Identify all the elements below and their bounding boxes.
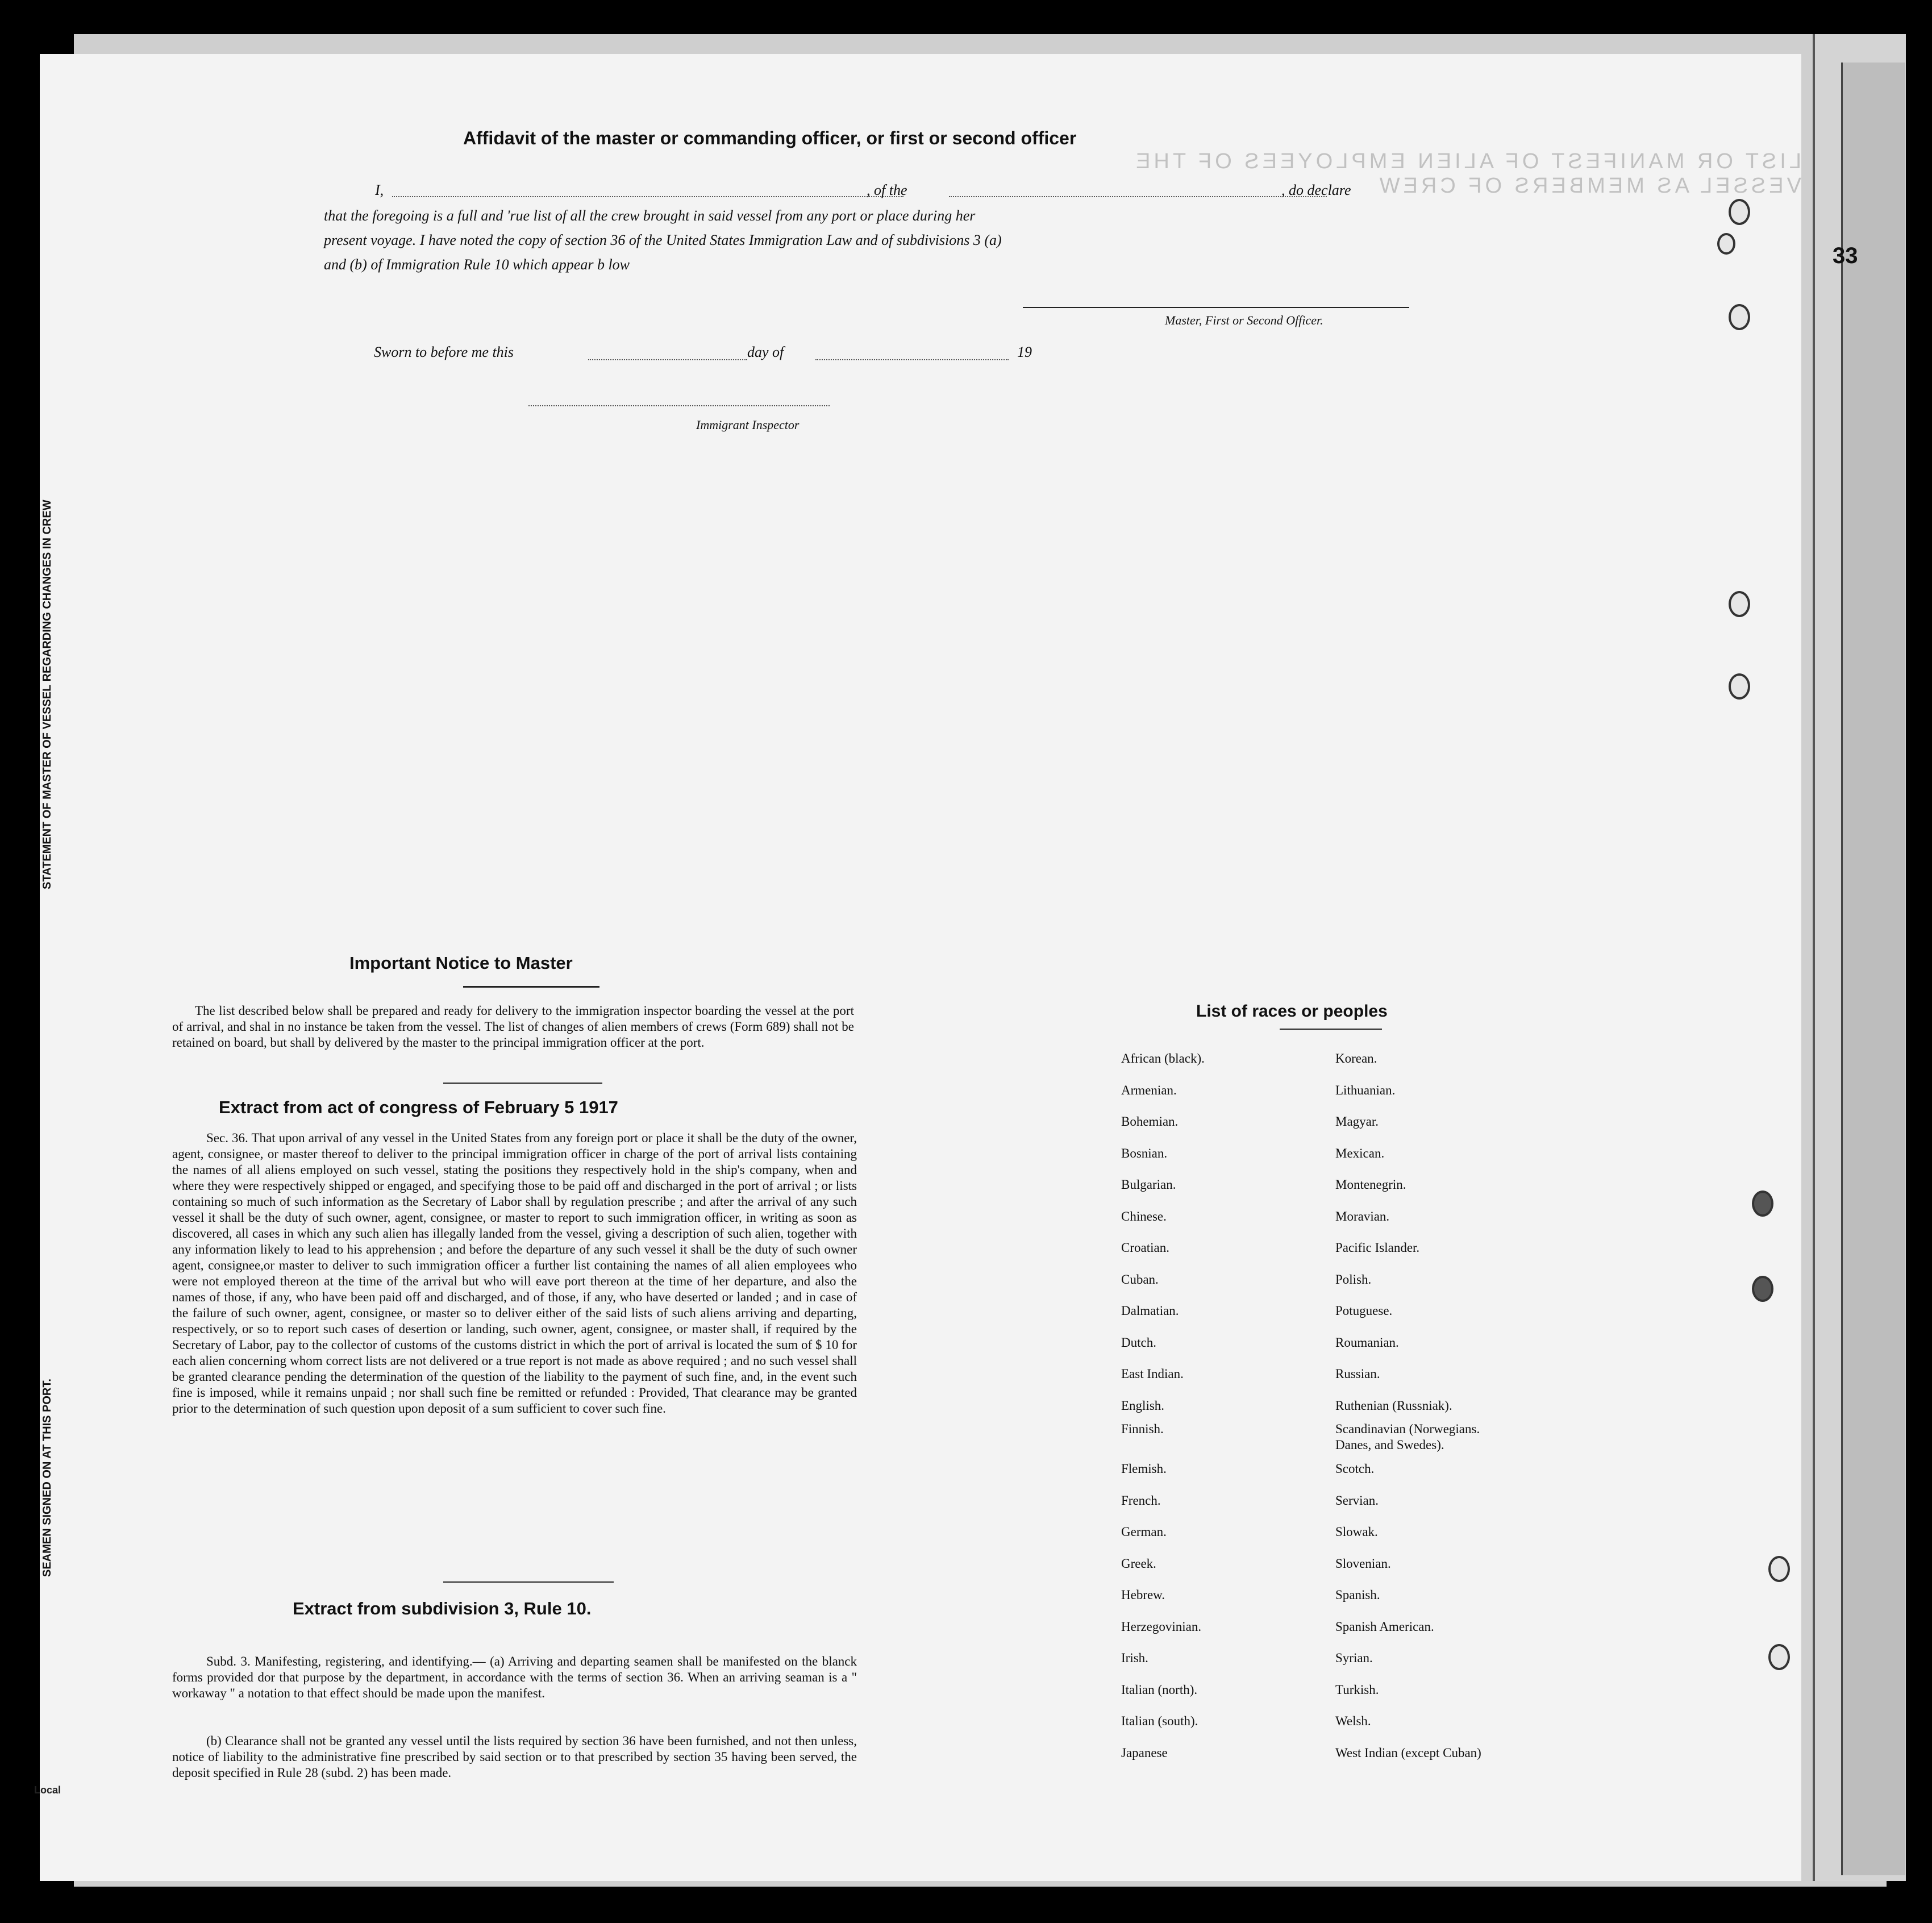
- race-item: Spanish.: [1335, 1588, 1380, 1602]
- left-margin-vertical-top: STATEMENT OF MASTER OF VESSEL REGARDING CHANGES IN CREW: [41, 500, 53, 889]
- section-divider-2: [443, 1581, 614, 1583]
- race-item: Finnish.: [1121, 1422, 1164, 1436]
- race-item: Irish.: [1121, 1651, 1148, 1665]
- race-item: Korean.: [1335, 1051, 1377, 1065]
- race-item: Potuguese.: [1335, 1304, 1393, 1318]
- races-left-column: [1121, 1043, 1205, 1768]
- race-item: [1121, 1437, 1205, 1453]
- extract-rule-title: Extract from subdivision 3, Rule 10.: [293, 1599, 592, 1618]
- race-item: Polish.: [1335, 1272, 1372, 1287]
- sworn-day-of: day of: [747, 344, 784, 360]
- race-item: Italian (north).: [1121, 1682, 1198, 1697]
- race-item: Turkish.: [1335, 1682, 1379, 1697]
- race-item: East Indian.: [1121, 1367, 1184, 1381]
- bleed-through-header: LIST OR MANIFEST OF ALIEN EMPLOYEES OF THE VESSEL AS MEMBERS OF CREW: [1132, 149, 1801, 198]
- binder-hole: [1752, 1276, 1773, 1302]
- race-item: Armenian.: [1121, 1083, 1177, 1097]
- extract-rule-para-b: (b) Clearance shall not be granted any vessel until the lists required by section 36 have been furnished, and not then unless, notice of liability to the administrative fine prescribed by said section or to that prescribed by section 35 having been served, the deposit specified in Rule 28 (subd. 2) has been made.: [172, 1734, 857, 1780]
- race-item: Scandinavian (Norwegians.: [1335, 1422, 1480, 1436]
- race-item: Welsh.: [1335, 1714, 1371, 1728]
- binder-hole: [1729, 673, 1750, 700]
- race-item: Syrian.: [1335, 1651, 1373, 1665]
- race-item: Cuban.: [1121, 1272, 1159, 1287]
- master-signature-line: [1023, 307, 1409, 308]
- sworn-day-line: [588, 359, 747, 360]
- race-item: African (black).: [1121, 1051, 1205, 1065]
- race-item: Chinese.: [1121, 1209, 1167, 1223]
- race-item: Danes, and Swedes).: [1335, 1438, 1444, 1452]
- race-item: Herzegovinian.: [1121, 1619, 1202, 1634]
- binder-hole: [1729, 199, 1750, 225]
- sworn-prefix: Sworn to before me this: [374, 344, 514, 360]
- extract-act-body: Sec. 36. That upon arrival of any vessel in the United States from any foreign port or place it shall be the duty of the owner, agent, consignee, or master thereof to deliver to the principal immigration officer in charge of the port of arrival lists containing the names of all aliens employed on such vessel, stating the positions they respectively hold in the ship's company, when and where they were respectively shipped or engaged, and specifying those to be paid off and discharged in the port of arrival ; or lists containing so much of such information as the Secretary of Labor shall by regulation prescribe ; and after the arrival of any such vessel it shall be the duty of such owner, agent, consignee, or master to report to such immigration officer, in writing as soon as discovered, all cases in which any such alien has illegally landed from the vessel, giving a description of such alien, together with any information likely to lead to his apprehension ; and before the departure of any such vessel it shall be the duty of such owner agent, consignee,or master to deliver to such immigration officer a further list containing the names of all alien employees who were not employed thereon at the time of the arrival but who will eave port thereon at the time of her departure, and also the names of those, if any, who have been paid off and discharged, and of those, if any, who have deserted or landed ; and in case of the failure of such owner, agent, consignee, or master so to deliver either of the said lists of such aliens arriving and departing, respectively, or so to report such cases of desertion or landing, such owner, agent, consignee, or master shall, if required by the Secretary of Labor, pay to the collector of customs of the customs district in which the port of arrival is located the sum of $ 10 for each alien concerning whom correct lists are not delivered or a true report is not made as above required ; and no such vessel shall be granted clearance pending the determination of the question of the liability to the payment of such fine, and, in the event such fine is imposed, while it remains unpaid ; nor shall such fine be remitted or refunded : Provided, That clearance may be granted prior to the determination of such question upon deposit of a sum sufficient to cover such fine.: [172, 1131, 857, 1416]
- affidavit-declare: , do declare: [1281, 182, 1351, 198]
- races-right-column: [1335, 1043, 1481, 1768]
- right-tab-number: 33: [1833, 243, 1858, 268]
- race-item: West Indian (except Cuban): [1335, 1745, 1481, 1760]
- race-item: English.: [1121, 1398, 1165, 1413]
- race-item: Bohemian.: [1121, 1114, 1179, 1129]
- race-item: Flemish.: [1121, 1462, 1167, 1476]
- important-notice-body: The list described below shall be prepared and ready for delivery to the immigration inspector boarding the vessel at the port of arrival, and shal in no instance be taken from the vessel. The list of changes of alien members of crews (Form 689) shall not be retained on board, but shall by delivered by the master to the principal immigration officer at the port.: [172, 1004, 854, 1050]
- extract-act-title: Extract from act of congress of February 5 1917: [219, 1097, 618, 1117]
- race-item: Roumanian.: [1335, 1335, 1399, 1350]
- race-item: Mexican.: [1335, 1146, 1385, 1160]
- inspector-label: Immigrant Inspector: [696, 418, 800, 432]
- race-item: Hebrew.: [1121, 1588, 1165, 1602]
- race-item: Scotch.: [1335, 1462, 1375, 1476]
- left-margin-vertical-bottom: SEAMEN SIGNED ON AT THIS PORT.: [41, 1379, 53, 1577]
- vessel-name-line: [949, 196, 1327, 197]
- race-item: French.: [1121, 1493, 1161, 1508]
- race-item: Spanish American.: [1335, 1619, 1434, 1634]
- binder-hole: [1729, 591, 1750, 617]
- race-item: Moravian.: [1335, 1209, 1390, 1223]
- bottom-left-label: Local: [34, 1784, 61, 1796]
- race-item: Russian.: [1335, 1367, 1380, 1381]
- binder-hole: [1768, 1556, 1790, 1582]
- extract-rule-para-a: Subd. 3. Manifesting, registering, and identifying.— (a) Arriving and departing seamen shall be manifested on the blanck forms provided dor that purpose by the department, in accordance with the terms of section 36. When an arriving seaman is a " workaway " a notation to that effect should be made upon the manifest.: [172, 1654, 857, 1700]
- race-item: Croatian.: [1121, 1241, 1169, 1255]
- master-name-line: [392, 196, 903, 197]
- race-item: Slowak.: [1335, 1525, 1378, 1539]
- race-item: Greek.: [1121, 1556, 1156, 1571]
- affidavit-title: Affidavit of the master or commanding officer, or first or second officer: [463, 128, 1077, 148]
- sworn-month-line: [815, 359, 1009, 360]
- affidavit-of-the: , of the: [867, 182, 907, 198]
- binder-hole: [1717, 233, 1735, 255]
- affidavit-line-4: and (b) of Immigration Rule 10 which appear b low: [324, 256, 630, 273]
- race-item: Dalmatian.: [1121, 1304, 1179, 1318]
- race-item: Slovenian.: [1335, 1556, 1391, 1571]
- race-item: Japanese: [1121, 1745, 1168, 1760]
- races-title: List of races or peoples: [1196, 1002, 1388, 1021]
- race-item: Bulgarian.: [1121, 1177, 1176, 1192]
- races-title-rule: [1280, 1029, 1382, 1030]
- race-item: German.: [1121, 1525, 1167, 1539]
- master-signature-label: Master, First or Second Officer.: [1165, 313, 1323, 327]
- inspector-signature-line: [528, 405, 830, 406]
- binder-hole: [1752, 1191, 1773, 1217]
- binder-hole: [1768, 1644, 1790, 1670]
- affidavit-line-2: that the foregoing is a full and 'rue list of all the crew brought in said vessel from any port or place during her: [324, 207, 976, 224]
- race-item: Pacific Islander.: [1335, 1241, 1420, 1255]
- important-notice-title: Important Notice to Master: [349, 953, 573, 973]
- race-item: Bosnian.: [1121, 1146, 1168, 1160]
- section-divider-1: [443, 1083, 602, 1084]
- index-tab-strip: [1841, 63, 1905, 1875]
- race-item: Montenegrin.: [1335, 1177, 1406, 1192]
- notice-title-rule: [463, 986, 599, 988]
- race-item: Italian (south).: [1121, 1714, 1198, 1728]
- race-item: Magyar.: [1335, 1114, 1379, 1129]
- affidavit-line-3: present voyage. I have noted the copy of section 36 of the United States Immigration Law and of subdivisions 3 (a): [324, 232, 1002, 248]
- binder-hole: [1729, 304, 1750, 330]
- race-item: Servian.: [1335, 1493, 1379, 1508]
- document-page: [34, 54, 1801, 1881]
- sworn-year: 19: [1017, 344, 1032, 360]
- affidavit-i: I,: [375, 182, 384, 198]
- race-item: Dutch.: [1121, 1335, 1156, 1350]
- race-item: Ruthenian (Russniak).: [1335, 1398, 1452, 1413]
- race-item: Lithuanian.: [1335, 1083, 1396, 1097]
